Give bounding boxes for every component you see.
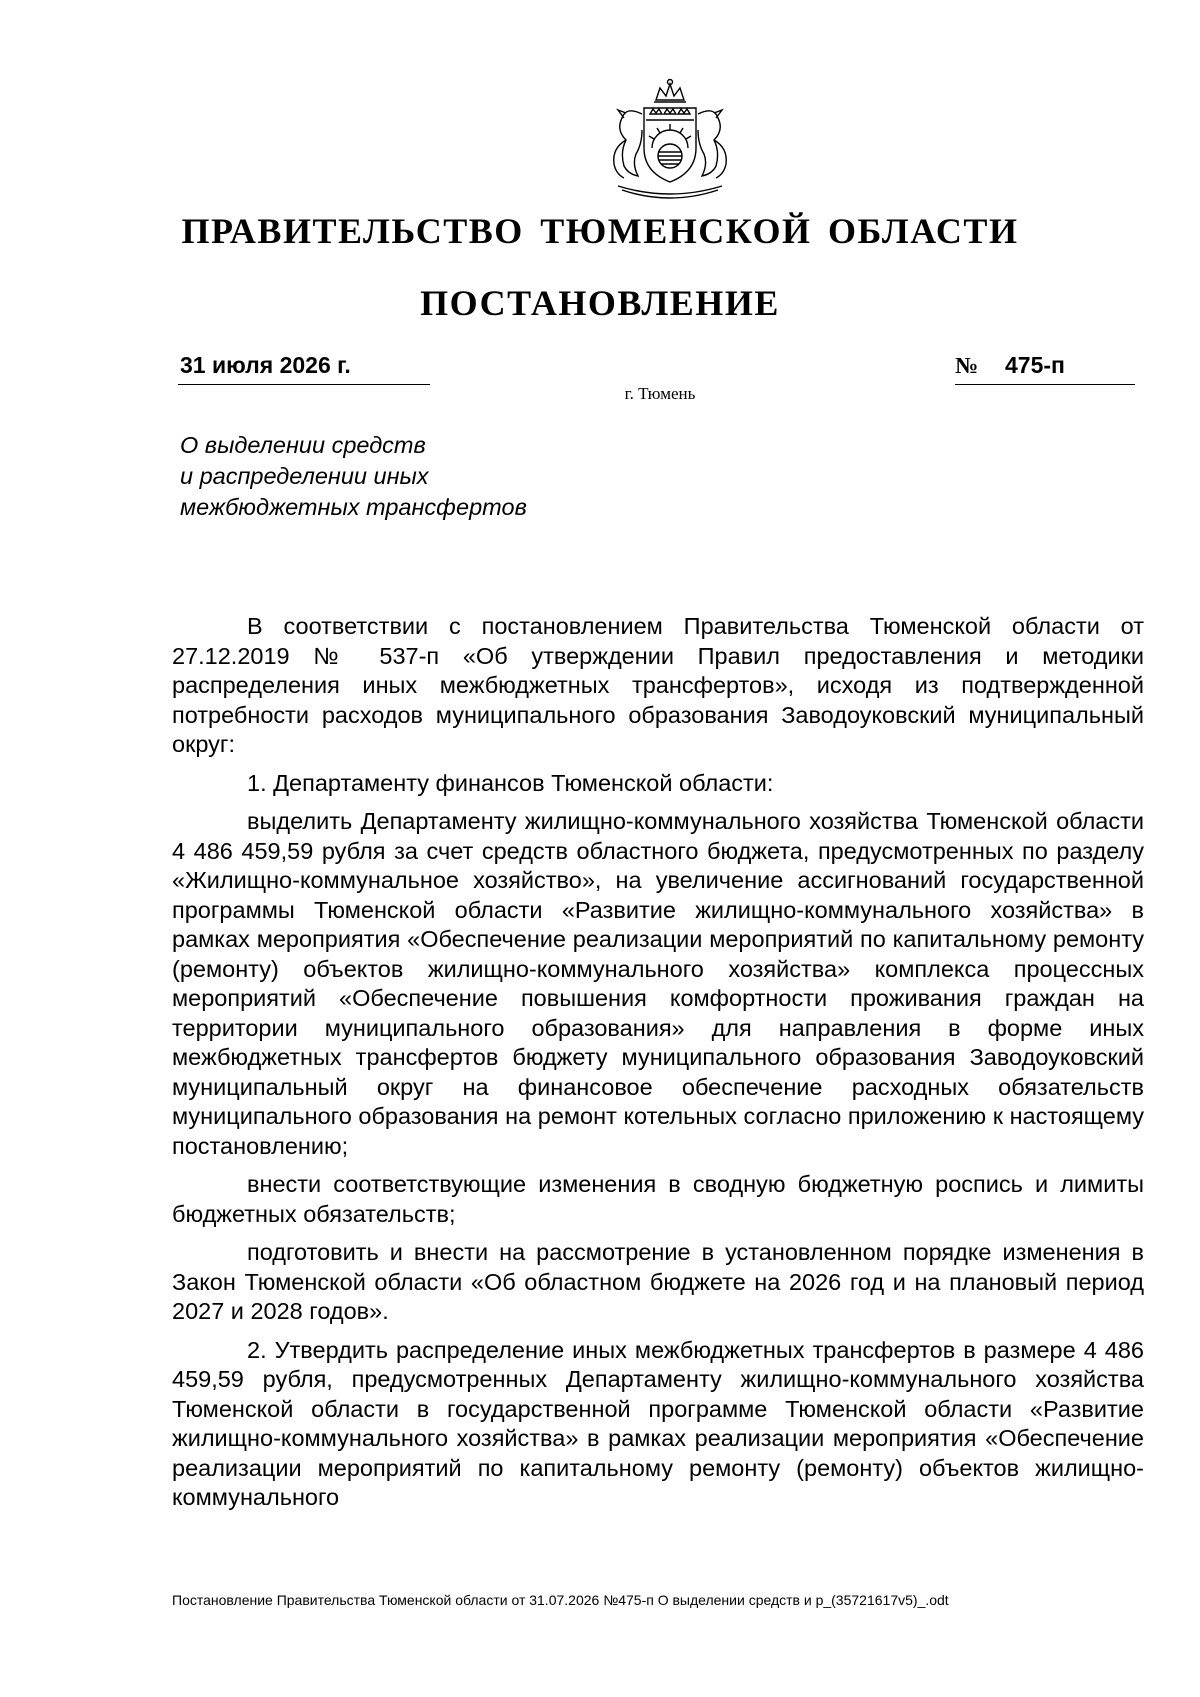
body-paragraph: подготовить и внести на рассмотрение в установленном порядке изменения в Закон Тюменской области «Об областном бюджете на 2026 год и на плановый период 2027 и 2028 годов». [172, 1239, 1144, 1324]
body-paragraph: 2. Утвердить распределение иных межбюджетных трансфертов в размере 4 486 459,59 рубля, предусмотренных Департаменту жилищно-коммунального хозяйства Тюменской области в государственной программе Тюменской области «Развитие жилищно-коммунального хозяйства» в рамках реализации мероприятия «Обеспечение реализации мероприятий по капитальному ремонту (ремонту) объектов жилищно-коммунального [172, 1336, 1144, 1510]
coat-of-arms-icon [596, 78, 744, 206]
date-field [178, 352, 430, 385]
page-footer: Постановление Правительства Тюменской области от 31.07.2026 №475-п О выделении средств и р_(35721617v5)_.odt [172, 1592, 949, 1608]
number-sign: № [955, 353, 979, 378]
body-paragraph: выделить Департаменту жилищно-коммунального хозяйства Тюменской области 4 486 459,59 рубля за счет средств областного бюджета, предусмотренных по разделу «Жилищно-коммунальное хозяйство», на увеличение ассигнований государственной программы Тюменской области «Развитие жилищно-коммунального хозяйства» в рамках мероприятия «Обеспечение реализации мероприятий по капитальному ремонту (ремонту) объектов жилищно-коммунального хозяйства» комплекса процессных мероприятий «Обеспечение повышения комфортности проживания граждан на территории муниципального образования» для направления в форме иных межбюджетных трансфертов бюджету муниципального образования Заводоуковский муниципальный округ на финансовое обеспечение расходных обязательств муниципального образования на ремонт котельных согласно приложению к настоящему постановлению; [172, 808, 1144, 1159]
subject-line: и распределении иных [180, 463, 429, 489]
number-field [955, 352, 1135, 385]
document-number: 475-п [1005, 352, 1065, 378]
city-label: г. Тюмень [624, 384, 696, 403]
document-subject [180, 430, 680, 523]
body-paragraph: внести соответствующие изменения в сводную бюджетную роспись и лимиты бюджетных обязательств; [172, 1171, 1144, 1227]
organization-title: ПРАВИТЕЛЬСТВО ТЮМЕНСКОЙ ОБЛАСТИ [181, 211, 1019, 251]
document-body [172, 612, 1144, 1522]
subject-line: О выделении средств [180, 432, 426, 458]
body-paragraph: 1. Департаменту финансов Тюменской области: [247, 769, 774, 796]
subject-line: межбюджетных трансфертов [180, 494, 527, 520]
document-type-title: ПОСТАНОВЛЕНИЕ [420, 283, 780, 323]
document-date: 31 июля 2026 г. [180, 352, 351, 378]
body-paragraph: В соответствии с постановлением Правительства Тюменской области от 27.12.2019 № 537-п «Об утверждении Правил предоставления и методики распределения иных межбюджетных трансфертов», исходя из подтвержденной потребности расходов муниципального образования Заводоуковский муниципальный округ: [172, 613, 1144, 757]
